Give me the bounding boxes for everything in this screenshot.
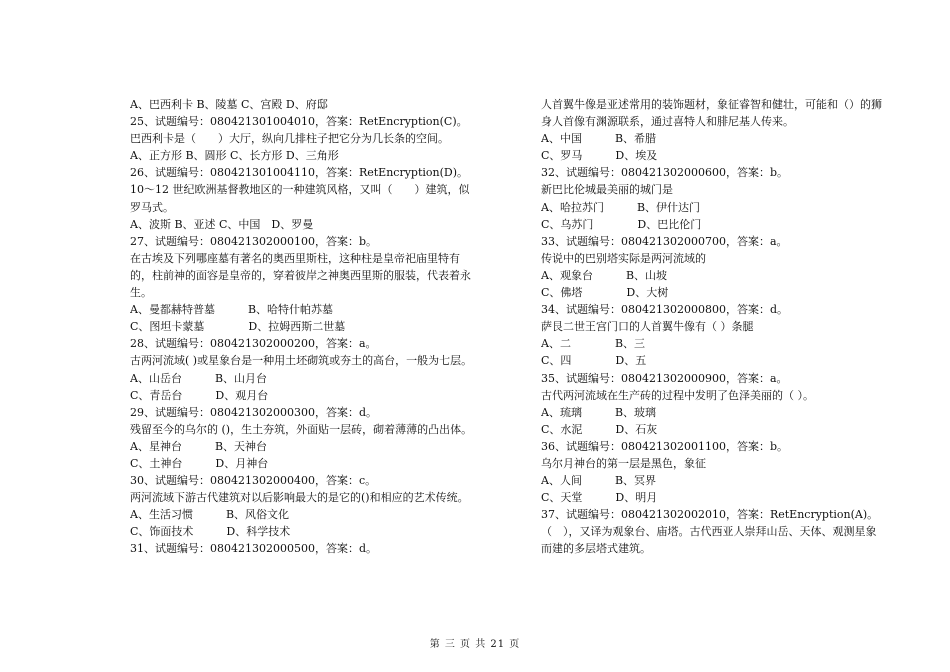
text-line: 25、试题编号：080421301004010，答案：RetEncryption(C)。	[130, 115, 468, 129]
text-line: C、乌苏门 D、巴比伦门	[541, 217, 702, 231]
text-line: 萨艮二世王宫门口的人首翼牛像有（ ）条腿	[541, 320, 754, 334]
text-line: A、生活习惯 B、风俗文化	[130, 508, 290, 522]
text-line: 30、试题编号：080421302000400，答案：c。	[130, 474, 377, 488]
left-column	[130, 96, 475, 558]
text-line: 传说中的巴别塔实际是两河流域的	[541, 251, 706, 265]
text-line: 而建的多层塔式建筑。	[541, 542, 651, 556]
text-line: 身人首像有渊源联系，通过喜特人和腓尼基人传来。	[541, 115, 794, 129]
text-line: 32、试题编号：080421302000600，答案：b。	[541, 166, 789, 180]
text-line: C、水泥 D、石灰	[541, 422, 658, 436]
page-footer: 第 三 页 共 21 页	[429, 639, 521, 650]
text-line: C、四 D、五	[541, 354, 647, 368]
text-line: 古代两河流域在生产砖的过程中发明了色泽美丽的（ ）。	[541, 388, 814, 402]
text-line: 乌尔月神台的第一层是黑色，象征	[541, 456, 706, 470]
text-line: C、天堂 D、明月	[541, 491, 658, 505]
text-line: 37、试题编号：080421302002010，答案：RetEncryption(A)。	[541, 508, 879, 522]
right-column	[541, 96, 896, 558]
text-line: A、观象台 B、山坡	[541, 268, 668, 282]
text-line: （ ），又译为观象台、庙塔。古代西亚人崇拜山岳、天体、观测星象	[541, 525, 877, 539]
text-line: 28、试题编号：080421302000200，答案：a。	[130, 337, 377, 351]
text-line: 29、试题编号：080421302000300，答案：d。	[130, 405, 378, 419]
text-line: 的，柱前神的面容是皇帝的，穿着彼岸之神奥西里斯的服装，代表着永	[130, 268, 471, 282]
text-line: 27、试题编号：080421302000100，答案：b。	[130, 234, 378, 248]
text-line: C、图坦卡蒙墓 D、拉姆西斯二世墓	[130, 320, 346, 334]
text-line: A、中国 B、希腊	[541, 132, 657, 146]
text-line: 33、试题编号：080421302000700，答案：a。	[541, 234, 788, 248]
text-line: A、巴西利卡 B、陵墓 C、宫殿 D、府邸	[130, 98, 328, 111]
text-line: C、罗马 D、埃及	[541, 149, 658, 163]
text-line: 巴西利卡是（ ）大厅，纵向几排柱子把它分为几长条的空间。	[130, 132, 449, 146]
text-line: 新巴比伦城最美丽的城门是	[541, 183, 673, 197]
text-line: 生。	[130, 286, 152, 300]
text-line: C、青岳台 D、观月台	[130, 388, 269, 402]
text-line: 34、试题编号：080421302000800，答案：d。	[541, 303, 789, 317]
text-line: A、星神台 B、天神台	[130, 439, 268, 453]
text-line: 35、试题编号：080421302000900，答案：a。	[541, 371, 788, 385]
text-line: 残留至今的乌尔的 ()，生土夯筑，外面贴一层砖，砌着薄薄的凸出体。	[130, 422, 473, 436]
text-line: A、波斯 B、亚述 C、中国 D、罗曼	[130, 217, 314, 231]
text-line: 两河流域下游古代建筑对以后影响最大的是它的()和相应的艺术传统。	[130, 491, 469, 505]
text-line: A、山岳台 B、山月台	[130, 371, 268, 385]
text-line: 在古埃及下列哪座墓有著名的奥西里斯柱，这种柱是皇帝祀庙里特有	[130, 251, 460, 265]
text-line: 古两河流域( )或星象台是一种用土坯砌筑或夯土的高台，一般为七层。	[130, 354, 473, 368]
text-line: A、人间 B、冥界	[541, 474, 657, 488]
text-line: A、正方形 B、圆形 C、长方形 D、三角形	[130, 149, 339, 163]
text-line: C、饰面技术 D、科学技术	[130, 525, 291, 539]
text-line: 10～12 世纪欧洲基督教地区的一种建筑风格，又叫（ ）建筑，似	[130, 183, 470, 197]
text-line: C、土神台 D、月神台	[130, 456, 269, 470]
text-line: 36、试题编号：080421302001100，答案：b。	[541, 439, 789, 453]
text-line: A、二 B、三	[541, 337, 646, 351]
text-line: A、琉璃 B、玻璃	[541, 405, 657, 419]
text-line: 罗马式。	[130, 200, 174, 214]
text-line: 人首翼牛像是亚述常用的装饰题材，象征睿智和健壮，可能和（）的狮	[541, 98, 882, 111]
text-line: 31、试题编号：080421302000500，答案：d。	[130, 542, 378, 556]
text-line: C、佛塔 D、大树	[541, 286, 669, 300]
text-line: A、哈拉苏门 B、伊什达门	[541, 200, 701, 214]
text-line: A、曼都赫特普墓 B、哈特什帕苏墓	[130, 303, 334, 317]
text-line: 26、试题编号：080421301004110，答案：RetEncryption(D)。	[130, 166, 469, 180]
